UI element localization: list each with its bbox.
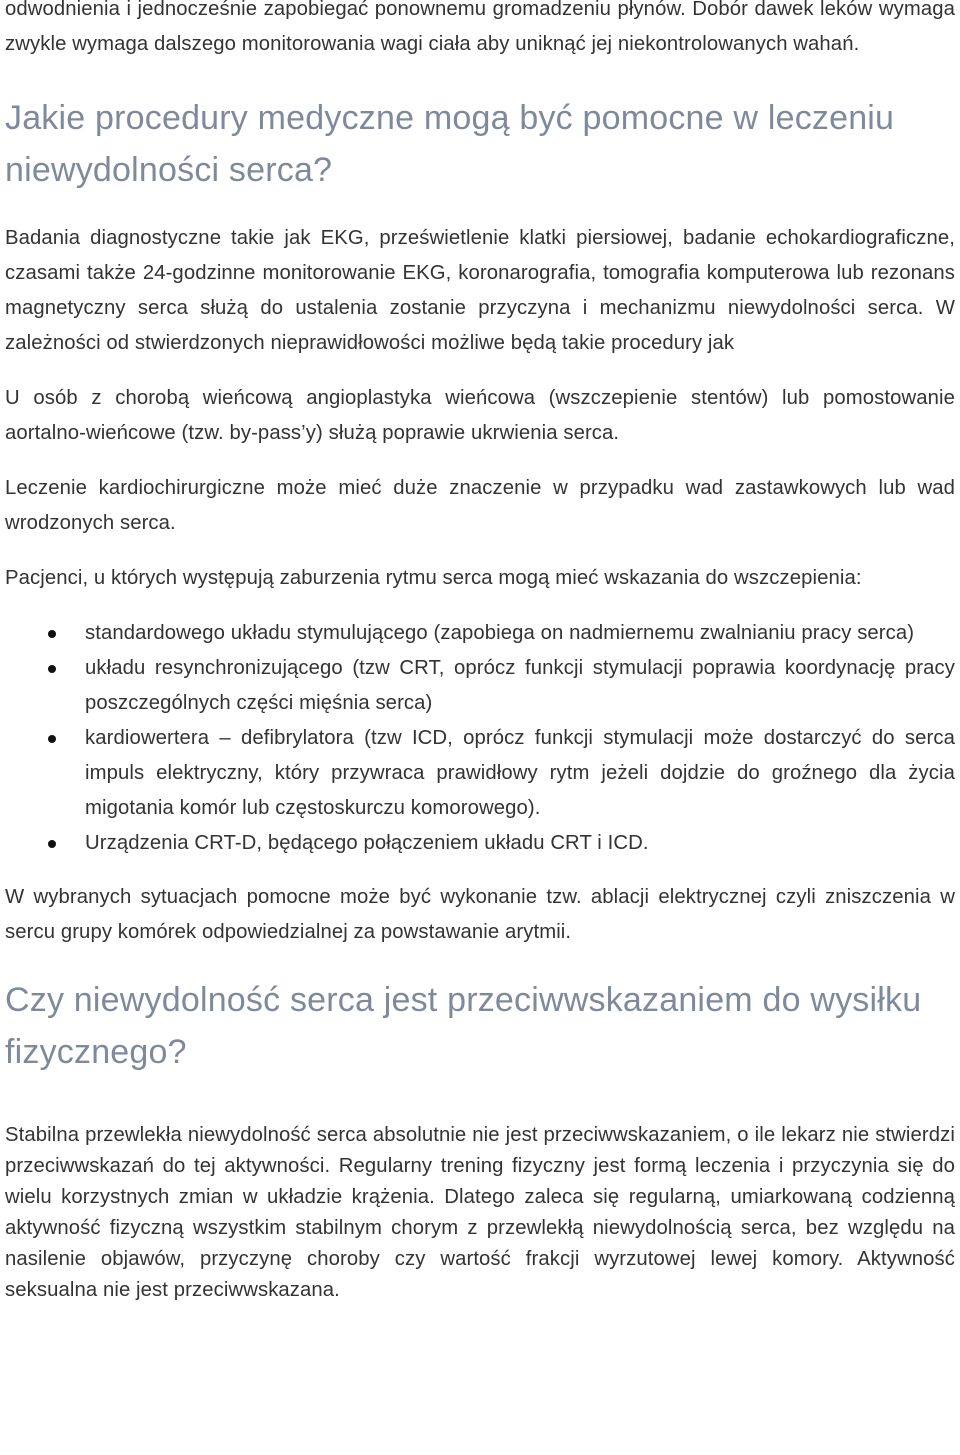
bullet-icon xyxy=(48,840,56,848)
bullet-icon xyxy=(48,630,56,638)
list-item xyxy=(5,616,955,651)
list-item-text: standardowego układu stymulującego (zapobiega on nadmiernemu zwalnianiu pracy serca) xyxy=(85,622,915,644)
intro-paragraph: odwodnienia i jednocześnie zapobiegać ponownemu gromadzeniu płynów. Dobór dawek leków wymaga zwykle wymaga dalszego monitorowania wagi ciała aby uniknąć jej niekontrolowanych wahań. xyxy=(5,0,955,55)
list-item xyxy=(5,826,955,861)
exercise-paragraph: Stabilna przewlekła niewydolność serca absolutnie nie jest przeciwwskazaniem, o ile lekarz nie stwierdzi przeciwwskazań do tej aktywności. Regularny trening fizyczny jest formą leczenia i przyczynia się do wielu korzystnych zmian w układzie krążenia. Dlatego zaleca się regularną, umiarkowaną codzienną aktywność fizyczną wszystkim stabilnym chorym z przewlekłą niewydolnością serca, bez względu na nasilenie objawów, przyczynę choroby czy wartość frakcji wyrzutowej lewej komory. Aktywność seksualna nie jest przeciwwskazana. xyxy=(5,1124,955,1301)
heading-exercise: Czy niewydolność serca jest przeciwwskazaniem do wysiłku fizycznego? xyxy=(5,981,922,1071)
coronary-paragraph: U osób z chorobą wieńcową angioplastyka wieńcowa (wszczepienie stentów) lub pomostowanie aortalno-wieńcowe (tzw. by-pass’y) służą poprawie ukrwienia serca. xyxy=(5,387,955,444)
arrhythmia-paragraph: Pacjenci, u których występują zaburzenia rytmu serca mogą mieć wskazania do wszczepienia: xyxy=(5,567,862,589)
article xyxy=(5,0,955,1306)
bullet-icon xyxy=(48,735,56,743)
heading-procedures: Jakie procedury medyczne mogą być pomocne w leczeniu niewydolności serca? xyxy=(5,99,895,189)
list-item-text: Urządzenia CRT-D, będącego połączeniem układu CRT i ICD. xyxy=(85,832,649,854)
list-item-text: kardiowertera – defibrylatora (tzw ICD, oprócz funkcji stymulacji może dostarczyć do serca impuls elektryczny, który przywraca prawidłowy rytm jeżeli dojdzie do groźnego dla życia migotania komór lub częstoskurczu komorowego). xyxy=(85,727,955,819)
ablation-paragraph: W wybranych sytuacjach pomocne może być wykonanie tzw. ablacji elektrycznej czyli zniszczenia w sercu grupy komórek odpowiedzialnej za powstawanie arytmii. xyxy=(5,886,955,943)
devices-list xyxy=(5,616,955,861)
list-item xyxy=(5,721,955,826)
surgery-paragraph: Leczenie kardiochirurgiczne może mieć duże znaczenie w przypadku wad zastawkowych lub wad wrodzonych serca. xyxy=(5,477,955,534)
list-item xyxy=(5,651,955,721)
diagnostics-paragraph: Badania diagnostyczne takie jak EKG, prześwietlenie klatki piersiowej, badanie echokardiograficzne, czasami także 24-godzinne monitorowanie EKG, koronarografia, tomografia komputerowa lub rezonans magnetyczny serca służą do ustalenia zostanie przyczyna i mechanizmu niewydolności serca. W zależności od stwierdzonych nieprawidłowości możliwe będą takie procedury jak xyxy=(5,227,955,354)
bullet-icon xyxy=(48,665,56,673)
list-item-text: układu resynchronizującego (tzw CRT, oprócz funkcji stymulacji poprawia koordynację pracy poszczególnych części mięśnia serca) xyxy=(85,657,955,714)
